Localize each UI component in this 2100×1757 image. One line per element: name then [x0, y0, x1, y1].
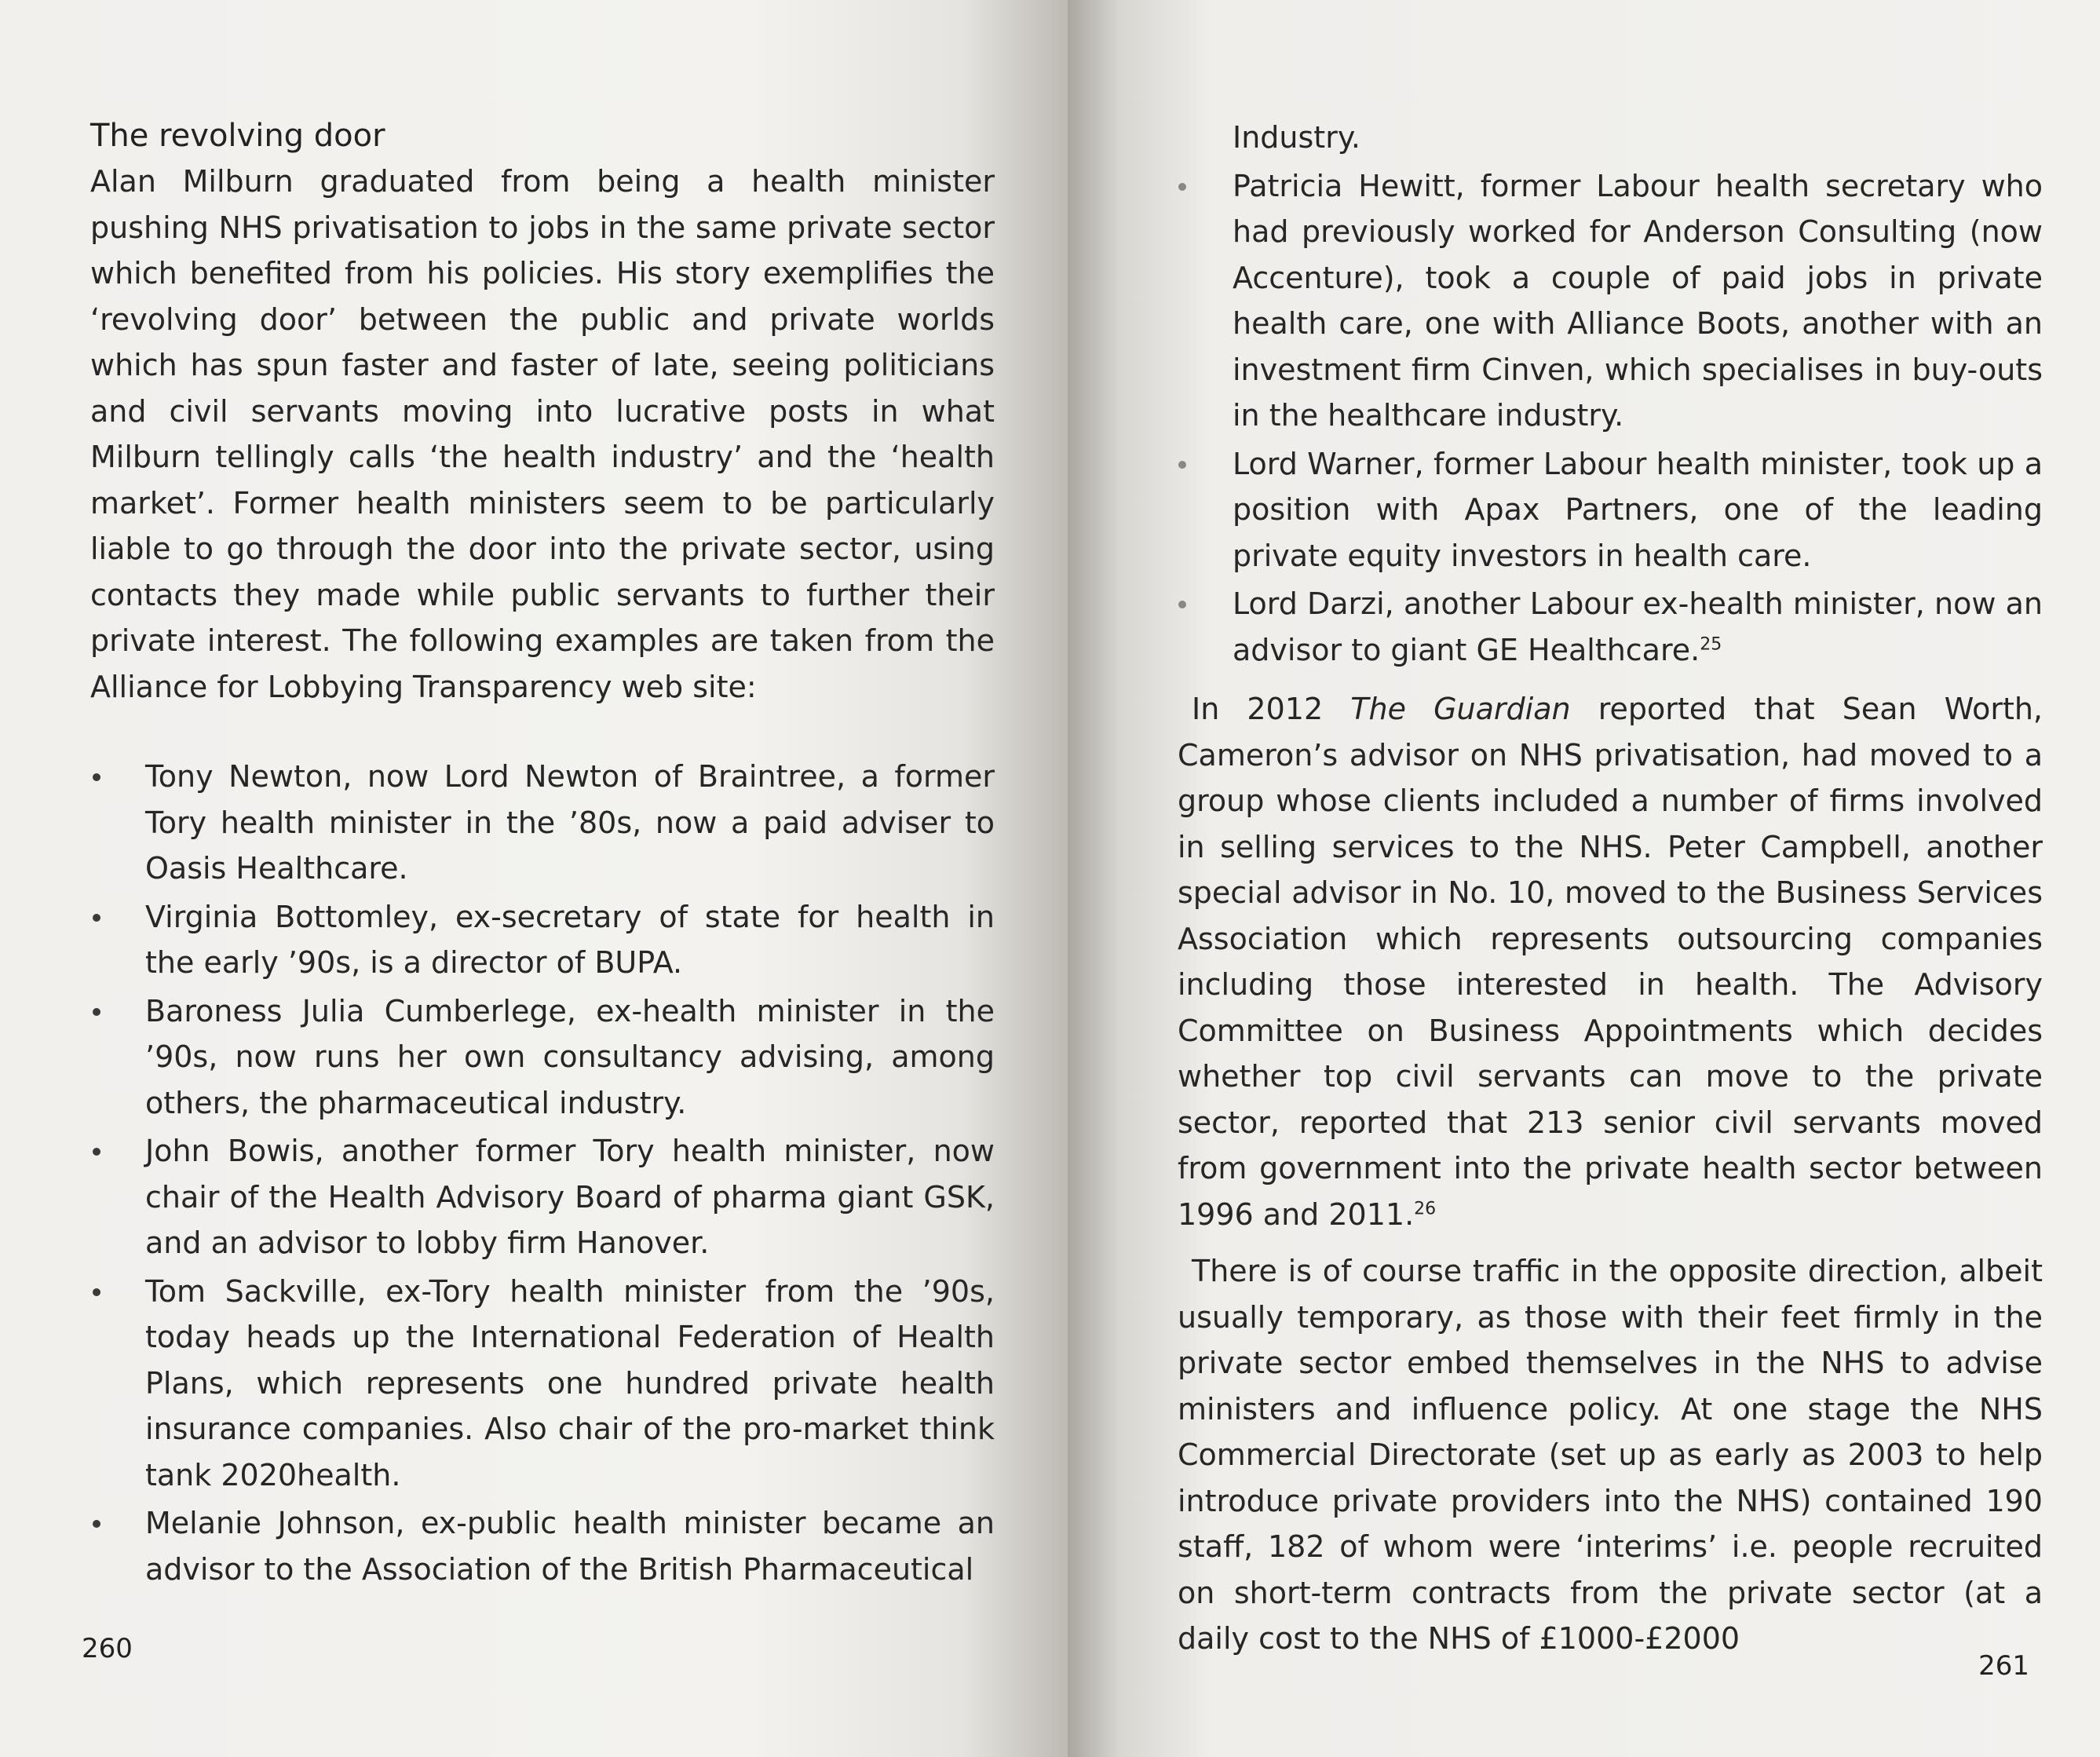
paragraph-gap	[90, 710, 995, 754]
list-item-text: Baroness Julia Cumberlege, ex-health minister in the ’90s, now runs her own consultancy advising, among others, the pharmaceutical industry.	[145, 993, 995, 1120]
footnote-ref: 25	[1700, 634, 1722, 654]
list-item-text: Tony Newton, now Lord Newton of Braintree, a former Tory health minister in the ’80s, now a paid adviser to Oasis Healthcare.	[145, 759, 995, 886]
guardian-paragraph	[1178, 686, 2043, 1237]
bullet-icon	[1178, 461, 1186, 469]
paragraph-text: reported that Sean Worth, Cameron’s advisor on NHS privatisation, had moved to a group whose clients included a number of firms involved in selling services to the NHS. Peter Campbell, another special advisor in No. 10, moved to the Business Services Association which represents outsourcing companies including those interested in health. The Advisory Committee on Business Appointments which decides whether top civil servants can move to the private sector, reported that 213 senior civil servants moved from government into the private health sector between 1996 and 2011.	[1178, 692, 2043, 1232]
page-number: 261	[1978, 1650, 2029, 1682]
page-number: 260	[82, 1633, 133, 1664]
list-item-text: Patricia Hewitt, former Labour health secretary who had previously worked for Anderson Consulting (now Accenture), took a couple of paid jobs in private health care, one with Alliance Boots, another with an investment firm Cinven, which specialises in buy-outs in the healthcare industry.	[1233, 168, 2043, 433]
list-item-text: John Bowis, another former Tory health minister, now chair of the Health Advisory Board of pharma giant GSK, and an advisor to lobby firm Hanover.	[145, 1134, 995, 1260]
list-item	[90, 1500, 995, 1592]
list-item	[90, 988, 995, 1127]
left-page-body	[90, 113, 995, 1594]
bullet-icon	[1178, 601, 1186, 608]
list-item-text: Virginia Bottomley, ex-secretary of state for health in the early ’90s, is a director of BUPA.	[145, 899, 995, 980]
list-item	[90, 1269, 995, 1499]
bullet-icon	[93, 773, 100, 781]
list-item-continuation	[1178, 115, 2043, 161]
paragraph-gap	[1178, 1237, 2043, 1248]
bullet-icon	[1178, 183, 1186, 191]
section-heading: The revolving door	[90, 118, 385, 154]
list-item-text: Melanie Johnson, ex-public health minister became an advisor to the Association of the British Pharmaceutical	[145, 1506, 995, 1587]
intro-paragraph: Alan Milburn graduated from being a health minister pushing NHS privatisation to jobs in the same private sector which benefited from his policies. His story exemplifies the ‘revolving door’ between the public and private worlds which has spun faster and faster of late, seeing politicians and civil servants moving into lucrative posts in what Milburn tellingly calls ‘the health industry’ and the ‘health market’. Former health ministers seem to be particularly liable to go through the door into the private sector, using contacts they made while public servants to further their private interest. The following examples are taken from the Alliance for Lobbying Transparency web site:	[90, 164, 995, 704]
bullet-icon	[93, 1520, 100, 1528]
examples-list	[90, 754, 995, 1592]
paragraph-gap	[1178, 675, 2043, 686]
list-item-text: Lord Warner, former Labour health minister, took up a position with Apax Partners, one of the leading private equity investors in health care.	[1233, 446, 2043, 573]
right-page-body	[1178, 115, 2043, 1662]
bullet-icon	[93, 1288, 100, 1296]
publication-title: The Guardian	[1350, 692, 1571, 726]
list-item	[1178, 163, 2043, 439]
list-item	[1178, 441, 2043, 579]
list-item	[1178, 581, 2043, 673]
bullet-icon	[93, 1148, 100, 1156]
bullet-icon	[93, 1008, 100, 1016]
list-item	[90, 894, 995, 986]
right-page	[1068, 0, 2100, 1757]
examples-list-continued	[1178, 115, 2043, 673]
list-item-text: Industry.	[1233, 120, 1360, 155]
bullet-icon	[93, 914, 100, 922]
paragraph-text: In 2012	[1192, 692, 1351, 726]
list-item-text: Tom Sackville, ex-Tory health minister from the ’90s, today heads up the International Federation of Health Plans, which represents one hundred private health insurance companies. Also chair of the pro-market think tank 2020health.	[145, 1273, 995, 1492]
opposite-direction-paragraph: There is of course traffic in the opposite direction, albeit usually temporary, as those with their feet firmly in the private sector embed themselves in the NHS to advise ministers and influence policy. At one stage the NHS Commercial Directorate (set up as early as 2003 to help introduce private providers into the NHS) contained 190 staff, 182 of whom were ‘interims’ i.e. people recruited on short-term contracts from the private sector (at a daily cost to the NHS of £1000-£2000	[1178, 1254, 2043, 1656]
list-item	[90, 754, 995, 892]
footnote-ref: 26	[1414, 1198, 1437, 1218]
list-item	[90, 1128, 995, 1266]
list-item-text: Lord Darzi, another Labour ex-health minister, now an advisor to giant GE Healthcare.	[1233, 586, 2043, 667]
